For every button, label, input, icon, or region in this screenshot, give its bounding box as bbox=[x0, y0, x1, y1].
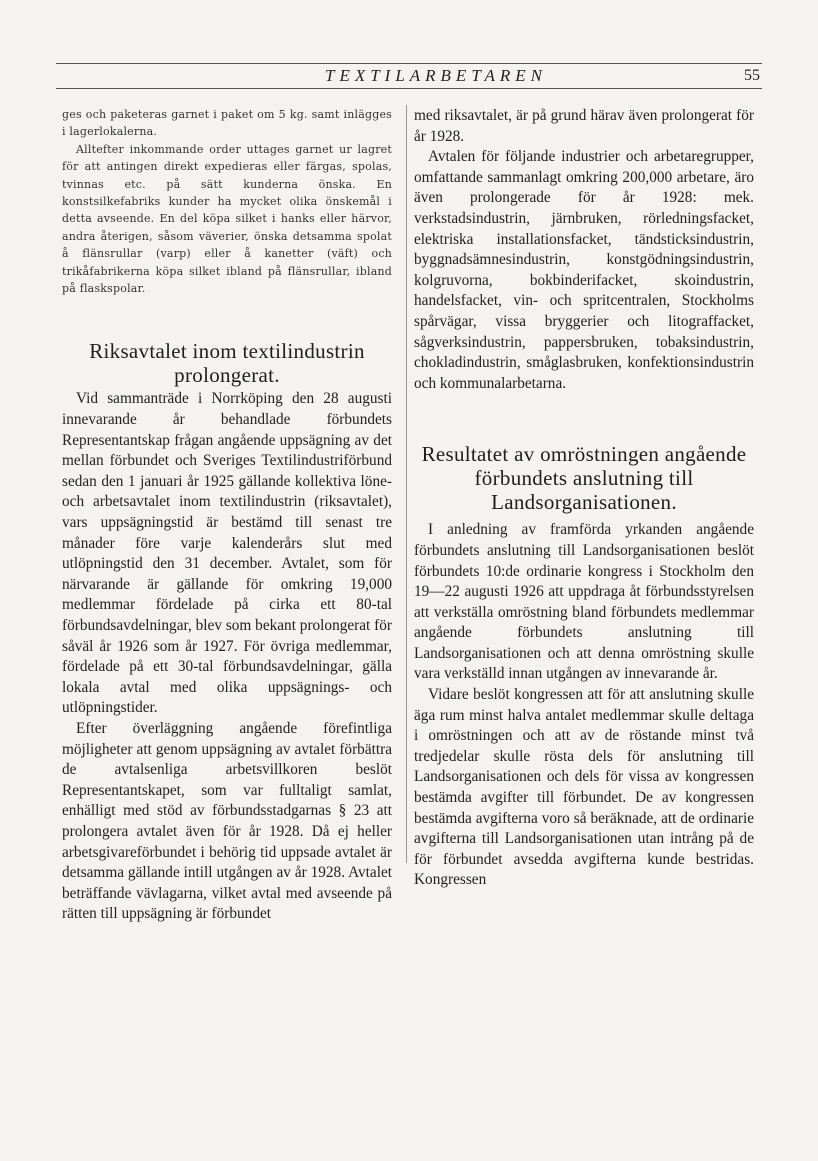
small-print-paragraph: Alltefter inkommande order uttages garnet ur lagret för att antingen direkt expedieras eller färgas, spolas, tvinnas etc. på sätt kunderna önska. En konstsilkefabriks kunder ha mycket olika önskemål i detta avseende. En del köpa silket i hanks eller härvor, andra återigen, såsom väverier, önska detsamma spolat å flänsrullar (varp) eller å kanetter (väft) och trikåfabrikerna köpa silket ibland på flänsrullar, ibland på flaskspolar. bbox=[62, 142, 392, 296]
article-heading: Resultatet av omröstningen angående förbundets anslutning till Landsorganisationen. bbox=[421, 442, 747, 515]
article-heading: Riksavtalet inom textilindustrin prolongerat. bbox=[89, 339, 365, 388]
running-title: TEXTILARBETAREN bbox=[324, 66, 547, 85]
article-body bbox=[62, 389, 392, 924]
header-bottom-rule bbox=[56, 88, 762, 89]
article-body bbox=[414, 520, 754, 891]
small-print-block bbox=[62, 106, 392, 297]
small-print-paragraph: ges och paketeras garnet i paket om 5 kg. samt inlägges i lagerlokalerna. bbox=[62, 108, 392, 139]
header-top-rule bbox=[56, 63, 762, 64]
body-paragraph: Efter överläggning angående förefintliga möjligheter att genom uppsägning av avtalet förbättra de avtalsenliga arbetsvillkoren beslöt Representantskapet, som var fulltaligt samlat, enhälligt med stöd av förbundsstadgarnas § 23 att prolongera avtalet även för år 1928. Då ej heller arbetsgivareförbundet i behörig tid uppsade avtalet är detsamma gällande intill utgången av år 1928. Avtalet beträffande vävlagarna, vilket avtal med avseende på rätten till uppsägning är förbundet bbox=[62, 719, 392, 923]
body-paragraph: Vid sammanträde i Norrköping den 28 augusti innevarande år behandlade förbundets Representantskap frågan angående uppsägning av det mellan förbundet och Sveriges Textilindustriförbund sedan den 1 januari år 1925 gällande kollektiva löne- och arbetsavtalet inom textilindustrin (riksavtalet), vars uppsägningstid är bestämd till senast tre månader före varje kalenderårs slut med utlöpningstid den 31 december. Avtalet, som för närvarande är gällande för omkring 19,000 medlemmar fördelade på cirka ett 80-tal förbundsavdelningar, blev som bekant prolongerat för såväl år 1926 som år 1927. För övriga medlemmar, fördelade på ett 30-tal förbundsavdelningar, gälla lokala avtal med olika uppsägnings- och utlöpningstider. bbox=[62, 390, 392, 717]
right-column bbox=[414, 106, 754, 891]
body-paragraph: Vidare beslöt kongressen att för att anslutning skulle äga rum minst halva antalet medlemmar skulle deltaga i omröstningen och att av de röstande minst två tredjedelar skulle rösta dels för anslutning till Landsorganisationen och dels för vissa av kongressen bestämda avgifter till förbundet. De av kongressen bestämda avgifterna voro så beräknade, att de ordinarie avgifterna till Landsorganisationen utan intrång på de för förbundet avsedda avgifterna kunde bestridas. Kongressen bbox=[414, 686, 754, 889]
article-body bbox=[414, 106, 754, 394]
left-column bbox=[62, 106, 392, 925]
body-paragraph: med riksavtalet, är på grund härav även prolongerat för år 1928. bbox=[414, 107, 754, 145]
body-paragraph: I anledning av framförda yrkanden angående förbundets anslutning till Landsorganisationen beslöt förbundets 10:de ordinarie kongress i Stockholm den 19—22 augusti 1926 att uppdraga åt förbundsstyrelsen att verkställa omröstning bland förbundets medlemmar angående förbundets anslutning till Landsorganisationen och att denna omröstning skulle vara verkställd innan utgången av innevarande år. bbox=[414, 521, 754, 683]
column-divider bbox=[406, 105, 407, 863]
running-head bbox=[56, 66, 762, 90]
page-number: 55 bbox=[744, 67, 760, 84]
body-paragraph: Avtalen för följande industrier och arbetaregrupper, omfattande sammanlagt omkring 200,000 arbetare, äro även prolongerade för år 1928: mek. verkstadsindustrin, järnbruken, rörledningsfacket, elektriska installationsfacket, tändsticksindustrin, byggnadsämnesindustrin, konstgödningsindustrin, kolgruvorna, bokbinderifacket, skoindustrin, handelsfacket, vin- och spritcentralen, Stockholms spårvägar, vissa bryggerier och litograffacket, sågverksindustrin, pappersbruken, tobaksindustrin, chokladindustrin, småglasbruken, konfektionsindustrin och kommunalarbetarna. bbox=[414, 148, 754, 392]
